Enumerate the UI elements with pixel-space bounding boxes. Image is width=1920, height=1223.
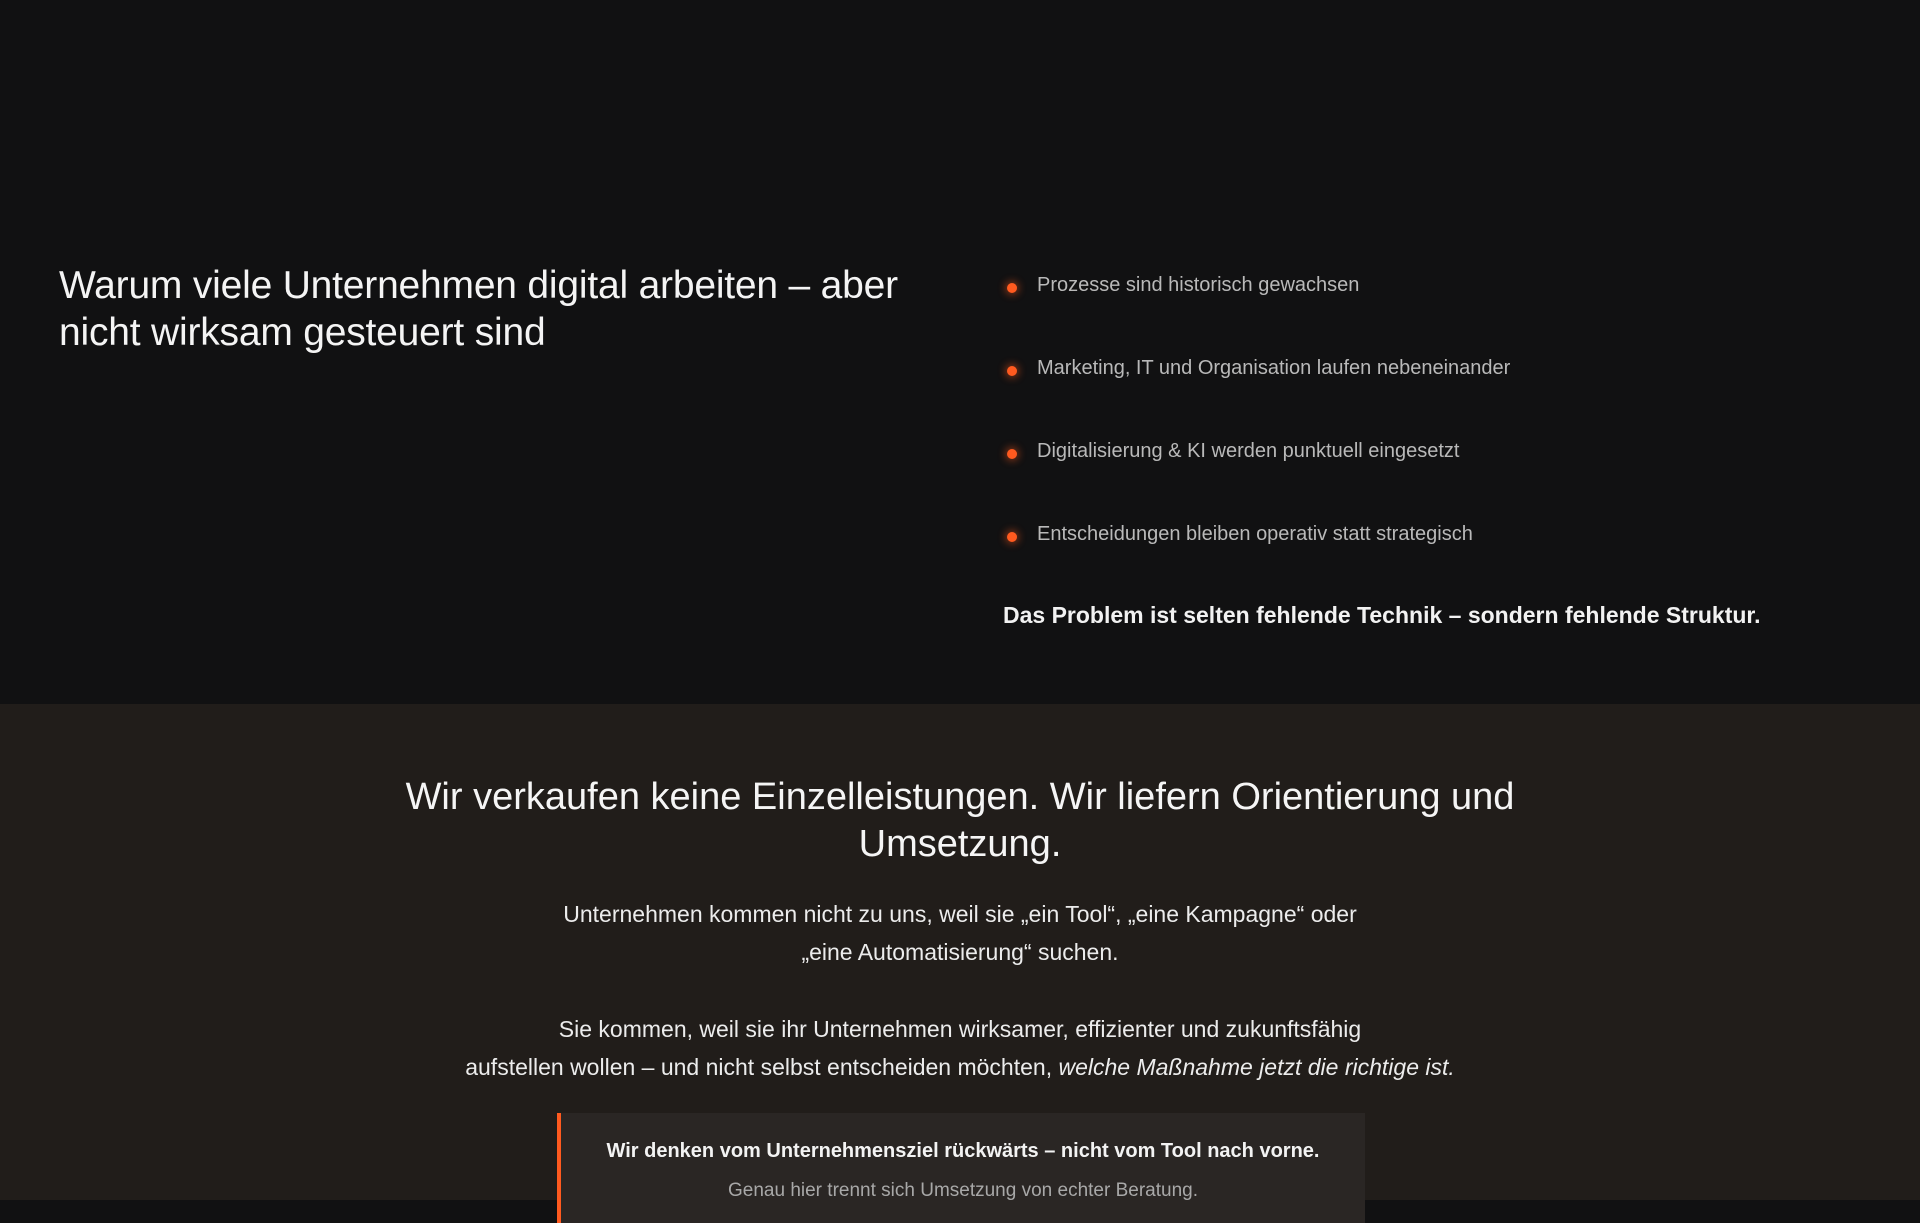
bullet-dot-icon <box>1007 283 1017 293</box>
offer-reason-line: Sie kommen, weil sie ihr Unternehmen wirksamer, effizienter und zukunftsfähig <box>558 1016 1362 1042</box>
problem-heading: Warum viele Unternehmen digital arbeiten – aber nicht wirksam gesteuert sind <box>59 264 898 354</box>
bullet-dot-icon <box>1007 366 1017 376</box>
offer-reason-emphasis: welche Maßnahme jetzt die richtige ist. <box>1058 1054 1455 1080</box>
problem-list-item-text: Prozesse sind historisch gewachsen <box>1037 274 1360 296</box>
callout-lead: Wir denken vom Unternehmensziel rückwärts – nicht vom Tool nach vorne. <box>606 1140 1320 1162</box>
bullet-dot-icon <box>1007 532 1017 542</box>
offer-intro-paragraph <box>460 895 1460 971</box>
problem-list-item-text: Digitalisierung & KI werden punktuell eingesetzt <box>1037 440 1460 462</box>
problem-statement: Das Problem ist selten fehlende Technik – sondern fehlende Struktur. <box>1003 602 1761 628</box>
offer-heading: Wir verkaufen keine Einzelleistungen. Wir liefern Orientierung und Umsetzung. <box>405 776 1515 865</box>
offer-section <box>0 704 1920 1200</box>
problem-list-item-text: Entscheidungen bleiben operativ statt strategisch <box>1037 523 1473 545</box>
callout-subtext: Genau hier trennt sich Umsetzung von echter Beratung. <box>728 1180 1198 1201</box>
bullet-dot-icon <box>1007 449 1017 459</box>
offer-intro-line: „eine Automatisierung“ suchen. <box>801 939 1119 965</box>
problem-list-item-text: Marketing, IT und Organisation laufen nebeneinander <box>1037 357 1511 379</box>
callout-box <box>557 1113 1365 1223</box>
offer-intro-line: Unternehmen kommen nicht zu uns, weil sie „ein Tool“, „eine Kampagne“ oder <box>563 901 1357 927</box>
offer-reason-paragraph <box>360 1010 1560 1086</box>
offer-reason-line: aufstellen wollen – und nicht selbst entscheiden möchten, <box>465 1054 1053 1080</box>
